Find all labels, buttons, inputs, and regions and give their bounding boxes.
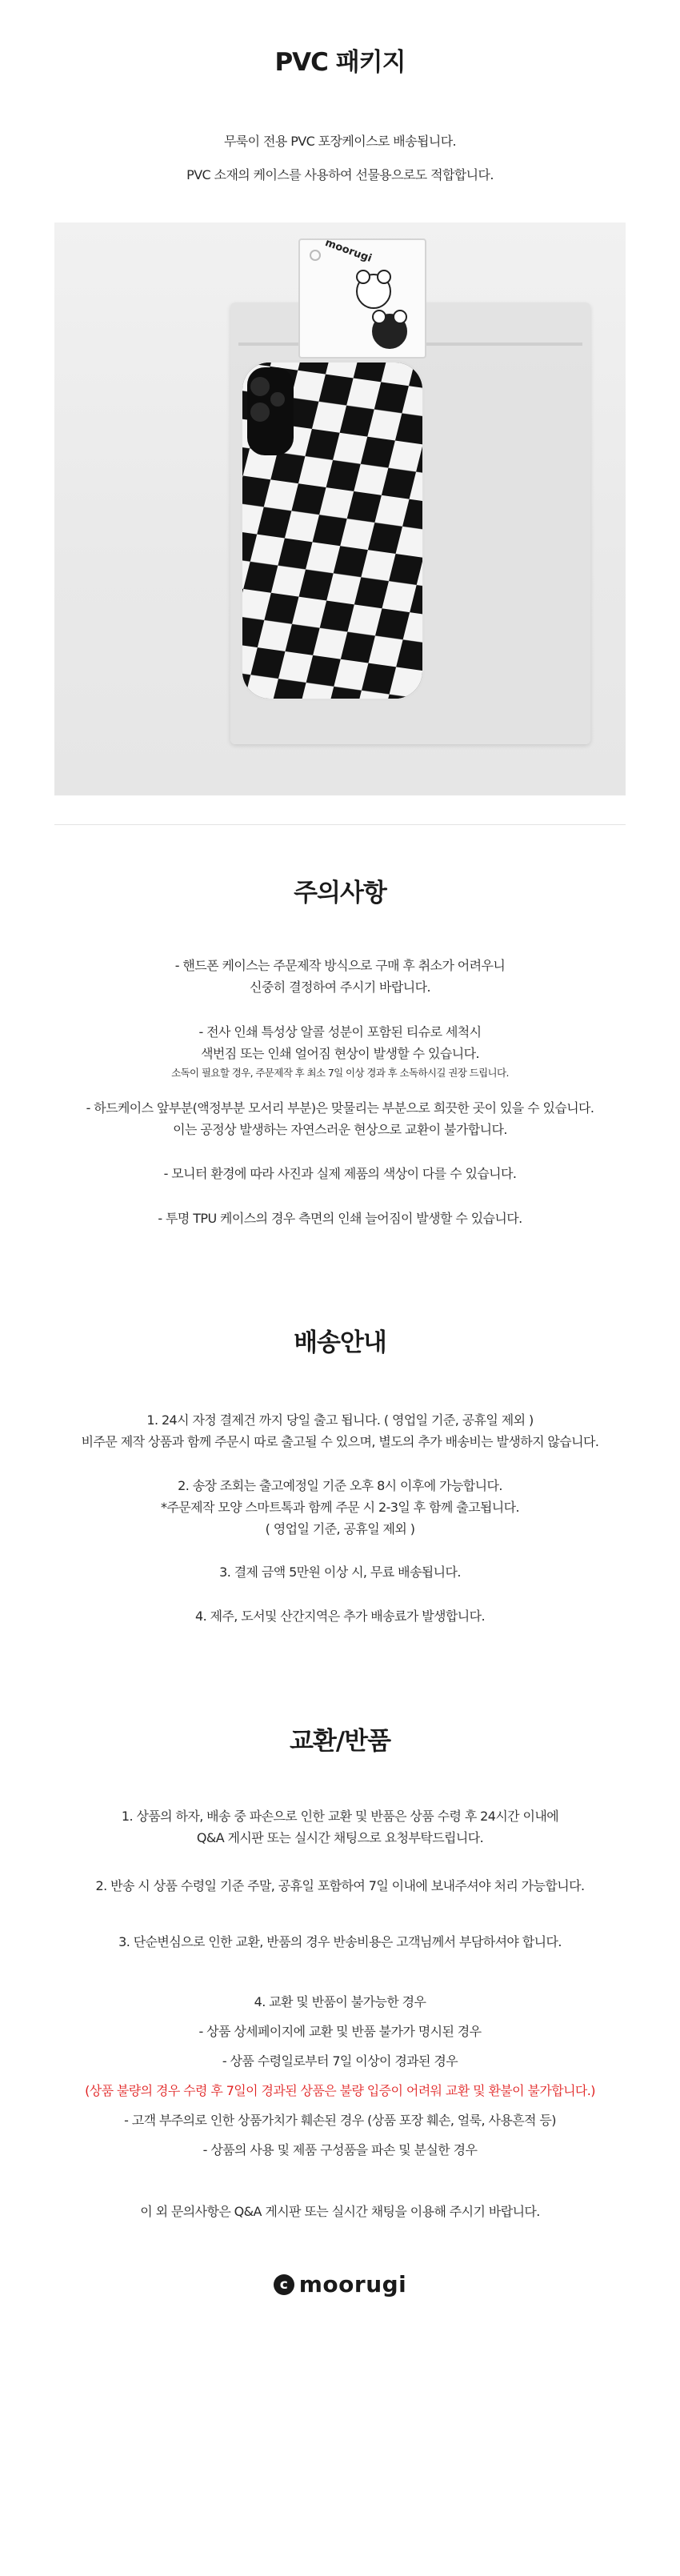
pvc-title: PVC 패키지 xyxy=(274,48,406,77)
exchange-title: 교환/반품 xyxy=(289,1727,391,1756)
exchange-item-2: 2. 반송 시 상품 수령일 기준 주말, 공휴일 포함하여 7일 이내에 보내주셔야 처리 가능합니다. xyxy=(95,1878,585,1893)
exchange-warning: (상품 불량의 경우 수령 후 7일이 경과된 상품은 불량 입증이 어려워 교환 및 환불이 불가합니다.) xyxy=(85,2083,595,2098)
notice-item-1-line-1: - 핸드폰 케이스는 주문제작 방식으로 구매 후 취소가 어려우니 xyxy=(174,958,506,973)
notice-item-3-line-1: - 하드케이스 앞부분(액정부분 모서리 부분)은 맞물리는 부분으로 희끗한 곳이 있을 수 있습니다. xyxy=(86,1100,594,1116)
exchange-item-4-line-2: - 상품 상세페이지에 교환 및 반품 불가가 명시된 경우 xyxy=(198,2024,482,2039)
notice-item-2-line-1: - 전사 인쇄 특성상 알콜 성분이 포함된 티슈로 세척시 xyxy=(198,1024,482,1040)
bear-face-icon xyxy=(372,314,407,349)
shipping-item-1-line-2: 비주문 제작 상품과 함께 주문시 따로 출고될 수 있으며, 별도의 추가 배송비는 발생하지 않습니다. xyxy=(81,1434,599,1449)
pvc-package-photo xyxy=(54,222,626,795)
shipping-item-2-line-3: ( 영업일 기준, 공휴일 제외 ) xyxy=(265,1521,415,1536)
exchange-item-4-line-5: - 상품의 사용 및 제품 구성품을 파손 및 분실한 경우 xyxy=(202,2142,478,2157)
hang-tag xyxy=(298,238,426,359)
pvc-line-1: 무룩이 전용 PVC 포장케이스로 배송됩니다. xyxy=(223,134,457,149)
section-divider xyxy=(54,824,626,825)
checkerboard-pattern xyxy=(242,363,422,699)
shipping-item-2-line-2: *주문제작 모양 스마트톡과 함께 주문 시 2-3일 후 함께 출고됩니다. xyxy=(161,1500,519,1515)
tag-hole xyxy=(310,250,321,261)
shipping-item-2-line-1: 2. 송장 조회는 출고예정일 기준 오후 8시 이후에 가능합니다. xyxy=(178,1478,502,1493)
bear-face-icon xyxy=(356,274,391,309)
exchange-closing: 이 외 문의사항은 Q&A 게시판 또는 실시간 채팅을 이용해 주시기 바랍니다. xyxy=(140,2204,540,2219)
exchange-item-3: 3. 단순변심으로 인한 교환, 반품의 경우 반송비용은 고객님께서 부담하셔야 합니다. xyxy=(118,1934,562,1949)
notice-title: 주의사항 xyxy=(294,879,386,907)
shipping-item-3: 3. 결제 금액 5만원 이상 시, 무료 배송됩니다. xyxy=(219,1564,461,1580)
exchange-item-4-line-3: - 상품 수령일로부터 7일 이상이 경과된 경우 xyxy=(222,2053,458,2069)
notice-item-2-note: 소독이 필요할 경우, 주문제작 후 최소 7일 이상 경과 후 소독하시길 권장 드립니다. xyxy=(171,1067,509,1079)
shipping-item-1-line-1: 1. 24시 자정 결제건 까지 당일 출고 됩니다. ( 영업일 기준, 공휴일 제외 ) xyxy=(146,1412,534,1428)
brand-logo-inner xyxy=(274,2271,407,2298)
tag-brand-text: moorugi xyxy=(323,237,374,265)
phone-case xyxy=(242,363,422,699)
exchange-item-1-line-2: Q&A 게시판 또는 실시간 채팅으로 요청부탁드립니다. xyxy=(196,1830,484,1845)
notice-item-2-line-2: 색번짐 또는 인쇄 얼어짐 현상이 발생할 수 있습니다. xyxy=(201,1046,479,1061)
shipping-title: 배송안내 xyxy=(294,1328,386,1357)
notice-item-3-line-2: 이는 공정상 발생하는 자연스러운 현상으로 교환이 불가합니다. xyxy=(173,1122,507,1137)
logo-text: moorugi xyxy=(298,2271,407,2298)
exchange-item-4-line-4: - 고객 부주의로 인한 상품가치가 훼손된 경우 (상품 포장 훼손, 얼룩, 사용흔적 등) xyxy=(124,2113,556,2128)
logo-c-icon: c xyxy=(274,2274,294,2295)
notice-item-4: - 모니터 환경에 따라 사진과 실제 제품의 색상이 다를 수 있습니다. xyxy=(163,1166,517,1181)
notice-item-1-line-2: 신중히 결정하여 주시기 바랍니다. xyxy=(250,980,430,995)
shipping-item-4: 4. 제주, 도서및 산간지역은 추가 배송료가 발생합니다. xyxy=(195,1608,485,1624)
notice-item-5: - 투명 TPU 케이스의 경우 측면의 인쇄 늘어짐이 발생할 수 있습니다. xyxy=(158,1211,522,1226)
pvc-line-2: PVC 소재의 케이스를 사용하여 선물용으로도 적합합니다. xyxy=(186,167,494,182)
exchange-item-1-line-1: 1. 상품의 하자, 배송 중 파손으로 인한 교환 및 반품은 상품 수령 후 24시간 이내에 xyxy=(121,1809,559,1824)
exchange-item-4-line-1: 4. 교환 및 반품이 불가능한 경우 xyxy=(254,1994,426,2009)
brand-logo xyxy=(0,2271,680,2298)
